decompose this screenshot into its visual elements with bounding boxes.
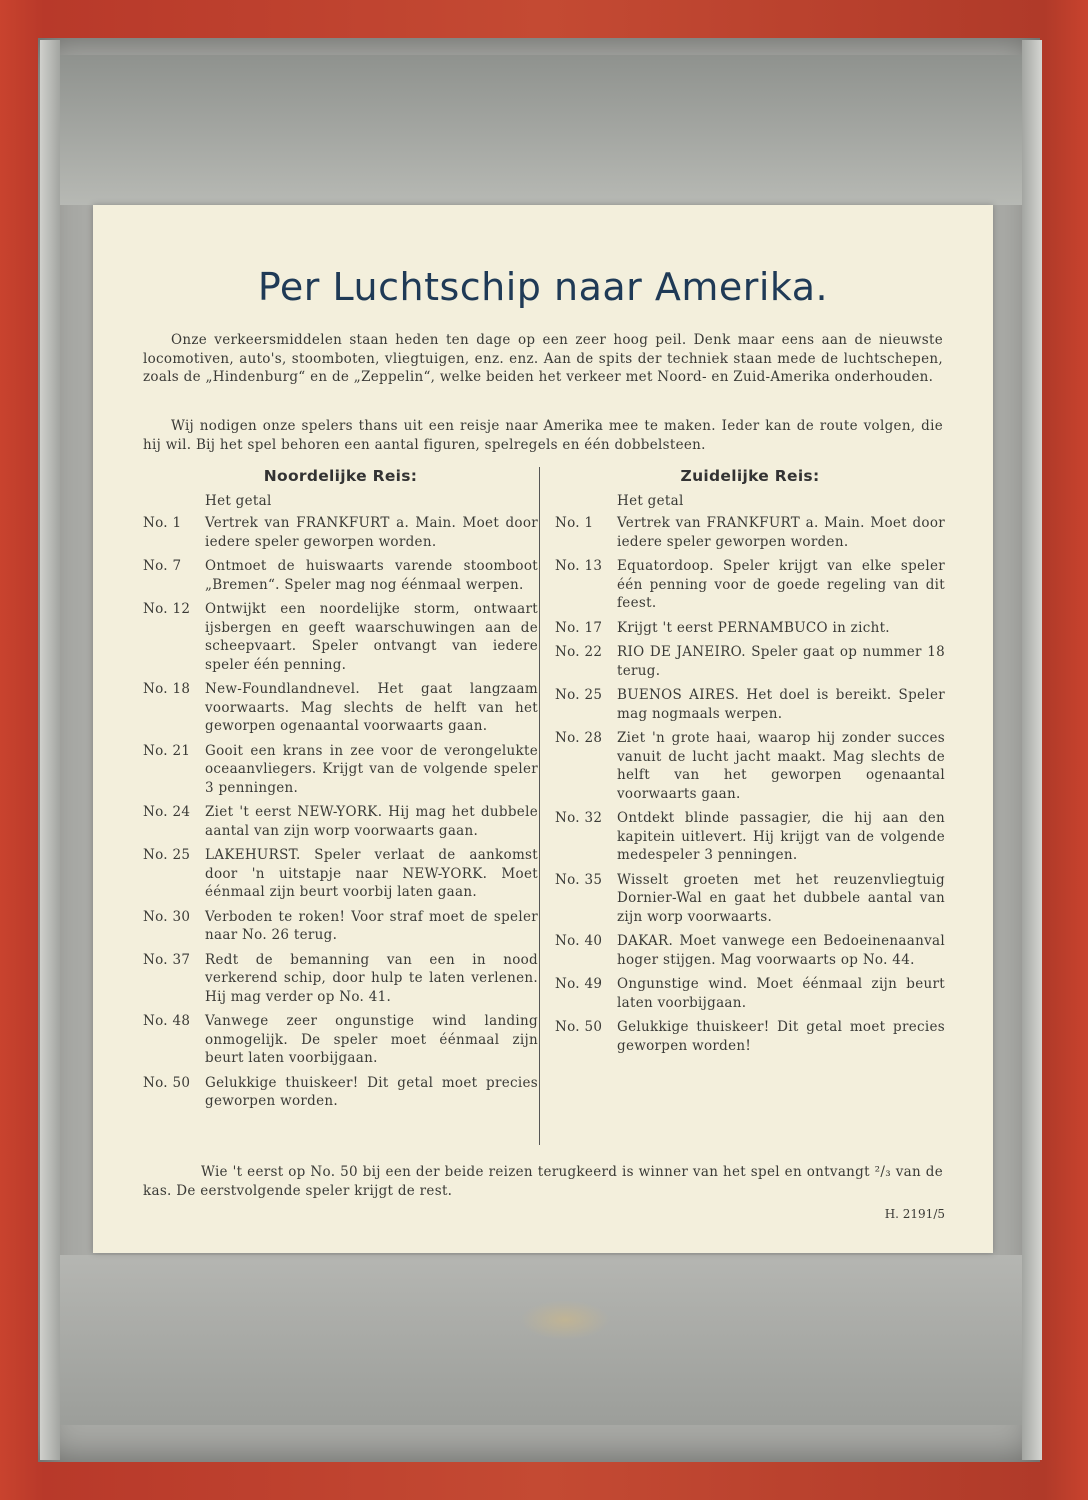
rule-text: Vertrek van FRANKFURT a. Main. Moet door iedere speler geworpen worden. [205, 515, 538, 550]
rule-text: Vertrek van FRANKFURT a. Main. Moet door iedere speler geworpen worden. [617, 515, 945, 550]
rule-entry [555, 1018, 945, 1055]
rule-number: No. 21 [143, 742, 191, 759]
rule-text: New-Foundlandnevel. Het gaat langzaam voorwaarts. Mag slechts de helft van het geworpen ogenaantal voorwaarts gaan. [205, 681, 538, 734]
rule-entry [143, 557, 538, 594]
rule-text: Ziet 'n grote haai, waarop hij zonder succes vanuit de lucht jacht maakt. Mag slechts de helft van het geworpen ogenaantal voorwaarts gaan. [617, 730, 945, 802]
rule-number: No. 35 [555, 871, 603, 888]
rule-text: Krijgt 't eerst PERNAMBUCO in zicht. [617, 619, 890, 636]
rule-text: Wisselt groeten met het reuzenvliegtuig Dornier-Wal en gaat het dubbele aantal van zijn worp voorwaarts. [617, 871, 945, 925]
rule-text: Ontwijkt een noordelijke storm, ontwaart ijsbergen en geeft waarschuwingen aan de scheepvaart. Speler ontvangt van iedere speler één penning. [205, 601, 538, 673]
rule-entry [143, 846, 538, 902]
rule-text: BUENOS AIRES. Het doel is bereikt. Speler mag nogmaals werpen. [617, 687, 945, 722]
box-inner-top-panel [60, 55, 1022, 205]
sheet-title: Per Luchtschip naar Amerika. [257, 265, 829, 309]
rule-text: Gooit een krans in zee voor de verongelukte oceaanvliegers. Krijgt van de volgende speler 3 penningen. [205, 742, 538, 796]
rule-number: No. 50 [143, 1074, 191, 1091]
rule-text: Equatordoop. Speler krijgt van elke speler één penning voor de goede regeling van dit feest. [617, 558, 945, 611]
rule-entry [555, 871, 945, 927]
rule-entry [555, 975, 945, 1012]
rule-entry [143, 1012, 538, 1068]
rule-text: Gelukkige thuiskeer! Dit getal moet precies geworpen worden. [205, 1074, 538, 1109]
intro-paragraph: Wij nodigen onze spelers thans uit een reisje naar Amerika mee te maken. Ieder kan de route volgen, die hij wil. Bij het spel behoren een aantal figuren, spelregels en één dobbelsteen. [143, 418, 943, 453]
rule-entry [555, 809, 945, 865]
rule-number: No. 28 [555, 730, 603, 746]
rule-entry [555, 686, 945, 723]
rule-number: No. 12 [143, 601, 191, 617]
south-route-heading: Zuidelijke Reis: [680, 467, 820, 485]
rule-number: No. 50 [555, 1019, 603, 1035]
rule-text: DAKAR. Moet vanwege een Bedoeinenaanval hoger stijgen. Mag voorwaarts op No. 44. [617, 933, 945, 968]
rule-entry [555, 557, 945, 613]
rule-number: No. 17 [555, 619, 603, 636]
rule-text: Gelukkige thuiskeer! Dit getal moet precies geworpen worden! [617, 1019, 945, 1054]
closing-paragraph: Wie 't eerst op No. 50 bij een der beide reizen terugkeerd is winner van het spel en ontvangt ²/₃ van de kas. De eerstvolgende speler krijgt de rest. [143, 1164, 943, 1199]
rule-number: No. 49 [555, 976, 603, 992]
stain-mark [520, 1300, 610, 1340]
rule-entry [143, 600, 538, 674]
rule-text: Vanwege zeer ongunstige wind landing onmogelijk. De speler moet éénmaal zijn beurt laten voorbijgaan. [205, 1013, 538, 1066]
rule-text: Ongunstige wind. Moet éénmaal zijn beurt laten voorbijgaan. [617, 976, 945, 1011]
rule-number: No. 48 [143, 1013, 191, 1029]
rule-number: No. 1 [143, 515, 182, 531]
rule-number: No. 30 [143, 908, 191, 925]
box-inner-right-wall [1022, 40, 1042, 1460]
south-route-list [555, 514, 945, 1055]
rule-text: Redt de bemanning van een in nood verkerend schip, door hulp te laten verlenen. Hij mag verder op No. 41. [205, 951, 538, 1005]
rule-number: No. 25 [143, 847, 191, 863]
rule-entry [143, 803, 538, 840]
rule-entry [555, 643, 945, 680]
number-label: Het getal [205, 492, 272, 509]
rule-number: No. 32 [555, 810, 603, 826]
rule-entry [143, 742, 538, 798]
rule-text: Ontdekt blinde passagier, die hij aan den kapitein uitlevert. Hij krijgt van de volgende medespeler 3 penningen. [617, 810, 945, 863]
rule-number: No. 22 [555, 644, 603, 660]
rule-number: No. 25 [555, 687, 603, 703]
box-inner-bottom-panel [60, 1255, 1022, 1425]
rule-text: RIO DE JANEIRO. Speler gaat op nummer 18 terug. [617, 644, 945, 679]
rule-entry [555, 619, 945, 638]
rule-number: No. 7 [143, 558, 182, 574]
north-route-heading: Noordelijke Reis: [263, 467, 418, 485]
rule-number: No. 18 [143, 681, 191, 697]
print-code: H. 2191/5 [884, 1207, 945, 1221]
rule-entry [143, 514, 538, 551]
rule-entry [143, 951, 538, 1007]
rule-entry [555, 932, 945, 969]
north-route-column [143, 467, 538, 1117]
box-inner-left-wall [40, 40, 60, 1460]
rule-text: Ziet 't eerst NEW-YORK. Hij mag het dubbele aantal van zijn worp voorwaarts gaan. [205, 804, 538, 839]
rule-number: No. 13 [555, 558, 603, 574]
rule-entry [555, 729, 945, 803]
rule-number: No. 40 [555, 933, 603, 949]
rule-text: Ontmoet de huiswaarts varende stoomboot „Bremen“. Speler mag nog éénmaal werpen. [205, 558, 538, 593]
rule-entry [555, 514, 945, 551]
south-route-column [555, 467, 945, 1061]
north-route-list [143, 514, 538, 1111]
rule-entry [143, 908, 538, 945]
rule-entry [143, 1074, 538, 1111]
rules-sheet [93, 205, 993, 1253]
intro-paragraph: Onze verkeersmiddelen staan heden ten dage op een zeer hoog peil. Denk maar eens aan de nieuwste locomotiven, auto's, stoomboten, vliegtuigen, enz. enz. Aan de spits der techniek staan mede de luchtschepen, zoals de „Hindenburg“ en de „Zeppelin“, welke beiden het verkeer met Noord- en Zuid-Amerika onderhouden. [143, 332, 943, 385]
rule-number: No. 37 [143, 951, 191, 968]
column-divider [539, 467, 540, 1145]
rule-number: No. 1 [555, 515, 594, 531]
rule-entry [143, 680, 538, 736]
rule-text: Verboden te roken! Voor straf moet de speler naar No. 26 terug. [205, 908, 538, 943]
rule-text: LAKEHURST. Speler verlaat de aankomst door 'n uitstapje naar NEW-YORK. Moet éénmaal zijn beurt voorbij laten gaan. [205, 847, 538, 900]
number-label: Het getal [617, 492, 684, 509]
rule-number: No. 24 [143, 804, 191, 820]
